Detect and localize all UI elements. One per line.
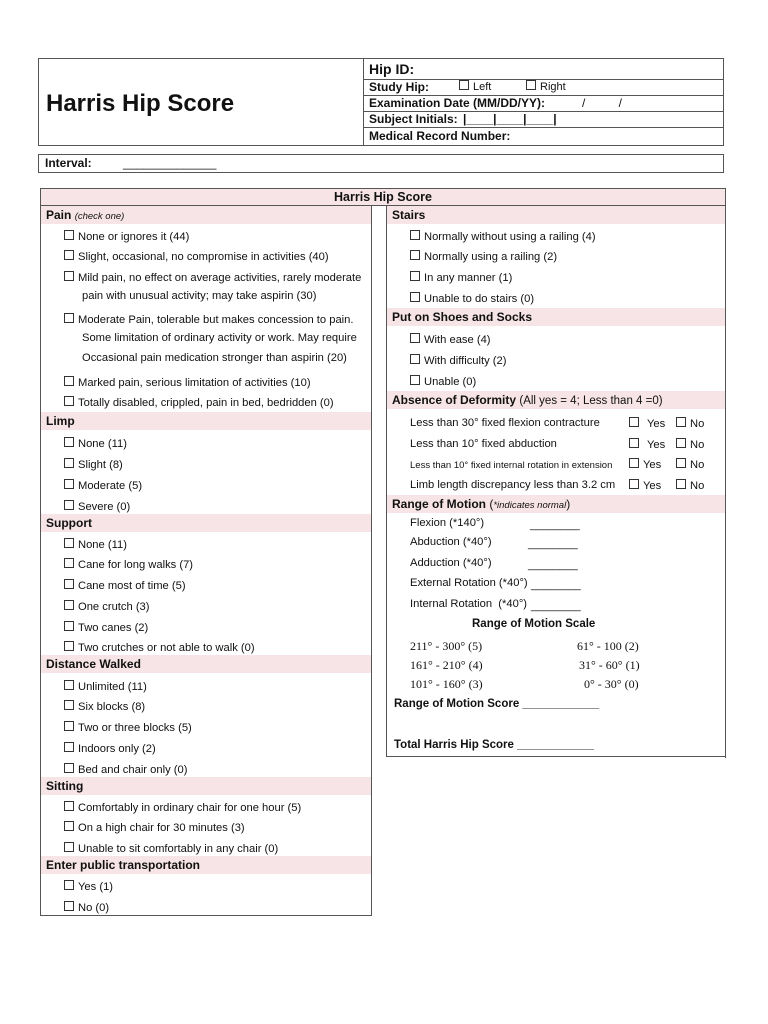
- option-label: None (11): [78, 438, 127, 450]
- option-label: Unable to sit comfortably in any chair (0): [78, 843, 279, 855]
- limp-option-slight[interactable]: [64, 458, 123, 471]
- right-checkbox[interactable]: [526, 80, 536, 90]
- rom-internal-rotation-field[interactable]: ________: [531, 600, 581, 612]
- pain-section-header: [41, 206, 371, 224]
- option-label: Comfortably in ordinary chair for one hour (5): [78, 802, 302, 814]
- checkbox[interactable]: [64, 842, 74, 852]
- checkbox[interactable]: [64, 538, 74, 548]
- checkbox[interactable]: [676, 417, 686, 427]
- deformity-rotation-label: Less than 10° fixed internal rotation in extension: [410, 460, 613, 471]
- option-label: Two or three blocks (5): [78, 722, 192, 734]
- checkbox[interactable]: [64, 313, 74, 323]
- option-label: One crutch (3): [78, 601, 150, 613]
- pain-option-moderate-cont1: Some limitation of ordinary activity or work. May require: [82, 332, 357, 344]
- support-option-two-crutches[interactable]: [64, 641, 255, 654]
- shoes-option-ease[interactable]: [410, 333, 491, 346]
- subject-initials-row: [364, 112, 723, 128]
- stairs-option-unable[interactable]: [410, 292, 534, 305]
- sitting-label: Sitting: [46, 779, 84, 793]
- rom-internal-rotation-label: Internal Rotation (*40°): [410, 598, 528, 610]
- deformity-rotation-yes[interactable]: [629, 458, 661, 471]
- transport-option-yes[interactable]: [64, 880, 113, 893]
- deformity-flexion-label: Less than 30° fixed flexion contracture: [410, 417, 600, 429]
- rom-adduction-field[interactable]: ________: [528, 559, 578, 571]
- option-label: Unlimited (11): [78, 681, 147, 693]
- header-fields: [364, 59, 723, 145]
- distance-option-bed-chair[interactable]: [64, 763, 187, 776]
- checkbox[interactable]: [64, 641, 74, 651]
- pain-option-moderate-cont2: Occasional pain medication stronger than aspirin (20): [82, 352, 347, 364]
- pain-option-none[interactable]: [64, 230, 189, 243]
- checkbox[interactable]: [64, 271, 74, 281]
- deformity-abduction-yes[interactable]: [629, 438, 665, 451]
- checkbox[interactable]: [64, 821, 74, 831]
- rom-scale-row-1: 31° - 60° (1): [579, 658, 640, 672]
- deformity-label: Absence of Deformity: [392, 393, 517, 407]
- checkbox[interactable]: [629, 417, 639, 427]
- pain-label: Pain: [46, 208, 72, 222]
- option-label: Unable (0): [424, 376, 477, 388]
- yes-label: Yes: [643, 480, 662, 492]
- checkbox[interactable]: [629, 479, 639, 489]
- checkbox[interactable]: [64, 437, 74, 447]
- exam-date-field[interactable]: / /: [582, 96, 623, 110]
- checkbox[interactable]: [64, 901, 74, 911]
- stairs-option-any-manner[interactable]: [410, 271, 512, 284]
- deformity-flexion-no[interactable]: [676, 417, 704, 430]
- pain-option-marked[interactable]: [64, 376, 311, 389]
- deformity-abduction-no[interactable]: [676, 438, 704, 451]
- subject-initials-field[interactable]: |____|____|____|: [463, 112, 557, 126]
- support-option-cane-most[interactable]: [64, 579, 186, 592]
- yes-label: Yes: [643, 459, 662, 471]
- rom-flexion-label: Flexion (*140°): [410, 517, 485, 529]
- support-option-one-crutch[interactable]: [64, 600, 150, 613]
- option-label: With ease (4): [424, 334, 491, 346]
- checkbox[interactable]: [64, 396, 74, 406]
- deformity-abduction-label: Less than 10° fixed abduction: [410, 438, 557, 450]
- deformity-section-header: [387, 391, 725, 409]
- option-label: Normally using a railing (2): [424, 251, 558, 263]
- sitting-option-unable[interactable]: [64, 842, 278, 855]
- pain-hint: (check one): [74, 211, 125, 222]
- option-label: Bed and chair only (0): [78, 764, 188, 776]
- checkbox[interactable]: [410, 333, 420, 343]
- checkbox[interactable]: [64, 458, 74, 468]
- checkbox[interactable]: [64, 579, 74, 589]
- checkbox[interactable]: [64, 721, 74, 731]
- rom-scale-row-5: 211° - 300° (5): [410, 639, 483, 653]
- support-option-two-canes[interactable]: [64, 621, 148, 634]
- option-label: Indoors only (2): [78, 743, 156, 755]
- mrn-row: [364, 128, 723, 145]
- limp-label: Limp: [46, 414, 75, 428]
- checkbox[interactable]: [676, 479, 686, 489]
- distance-section-header: [41, 655, 371, 673]
- checkbox[interactable]: [64, 763, 74, 773]
- rom-external-rotation-field[interactable]: ________: [531, 579, 581, 591]
- checkbox[interactable]: [629, 458, 639, 468]
- no-label: No: [690, 418, 705, 430]
- option-label: Two crutches or not able to walk (0): [78, 642, 255, 654]
- rom-scale-row-3: 101° - 160° (3): [410, 677, 483, 691]
- no-label: No: [690, 439, 705, 451]
- rom-label: Range of Motion: [392, 497, 486, 511]
- distance-label: Distance Walked: [46, 657, 141, 671]
- checkbox[interactable]: [64, 621, 74, 631]
- checkbox[interactable]: [676, 458, 686, 468]
- rom-scale-row-0: 0° - 30° (0): [584, 677, 639, 691]
- checkbox[interactable]: [410, 354, 420, 364]
- sitting-option-high-chair[interactable]: [64, 821, 245, 834]
- checkbox[interactable]: [64, 250, 74, 260]
- no-label: No: [690, 480, 705, 492]
- deformity-hint: (All yes = 4; Less than 4 =0): [519, 395, 663, 407]
- rom-abduction-field[interactable]: ________: [528, 538, 578, 550]
- rom-scale-title: Range of Motion Scale: [472, 618, 596, 630]
- rom-paren-close: ): [566, 497, 571, 511]
- rom-paren-open: (: [489, 497, 494, 511]
- stairs-option-without-railing[interactable]: [410, 230, 596, 243]
- limp-section-header: [41, 412, 371, 430]
- form-title: Harris Hip Score: [46, 90, 235, 117]
- limp-option-severe[interactable]: [64, 500, 130, 513]
- rom-scale-row-4: 161° - 210° (4): [410, 658, 483, 672]
- left-checkbox[interactable]: [459, 80, 469, 90]
- checkbox[interactable]: [410, 250, 420, 260]
- limp-option-moderate[interactable]: [64, 479, 142, 492]
- rom-scale-row-2: 61° - 100 (2): [577, 639, 639, 653]
- total-score-field[interactable]: Total Harris Hip Score ____________: [394, 739, 594, 751]
- transport-option-no[interactable]: [64, 901, 109, 914]
- stairs-label: Stairs: [392, 208, 426, 222]
- transport-label: Enter public transportation: [46, 858, 201, 872]
- option-label: No (0): [78, 902, 110, 914]
- transport-section-header: [41, 856, 371, 874]
- option-label: None or ignores it (44): [78, 231, 190, 243]
- rom-adduction-label: Adduction (*40°): [410, 557, 492, 569]
- support-label: Support: [46, 516, 92, 530]
- yes-label: Yes: [647, 418, 666, 430]
- option-label: Marked pain, serious limitation of activities (10): [78, 377, 311, 389]
- checkbox[interactable]: [64, 700, 74, 710]
- option-label: Mild pain, no effect on average activities, rarely moderate: [78, 272, 362, 284]
- deformity-limb-no[interactable]: [676, 479, 704, 492]
- subject-initials-label: Subject Initials:: [369, 112, 458, 126]
- rom-flexion-field[interactable]: ________: [530, 519, 580, 531]
- interval-box: [38, 154, 724, 173]
- shoes-option-unable[interactable]: [410, 375, 476, 388]
- option-label: Totally disabled, crippled, pain in bed, bedridden (0): [78, 397, 334, 409]
- checkbox[interactable]: [64, 479, 74, 489]
- checkbox[interactable]: [64, 376, 74, 386]
- support-option-none[interactable]: [64, 538, 127, 551]
- option-label: Normally without using a railing (4): [424, 231, 596, 243]
- rom-external-rotation-label: External Rotation (*40°): [410, 577, 528, 589]
- checkbox[interactable]: [410, 292, 420, 302]
- header-box: [38, 58, 724, 146]
- distance-option-indoors[interactable]: [64, 742, 156, 755]
- hip-id-row: [364, 59, 723, 80]
- checkbox[interactable]: [676, 438, 686, 448]
- study-hip-left-option[interactable]: [459, 80, 491, 95]
- exam-date-label: Examination Date (MM/DD/YY):: [369, 96, 546, 110]
- option-label: On a high chair for 30 minutes (3): [78, 822, 245, 834]
- option-label: Cane most of time (5): [78, 580, 186, 592]
- interval-field[interactable]: ______________: [123, 156, 217, 170]
- checkbox[interactable]: [64, 600, 74, 610]
- support-section-header: [41, 514, 371, 532]
- deformity-limb-length-label: Limb length discrepancy less than 3.2 cm: [410, 479, 616, 491]
- limp-option-none[interactable]: [64, 437, 127, 450]
- option-label: Unable to do stairs (0): [424, 293, 535, 305]
- no-label: No: [690, 459, 705, 471]
- option-label: Severe (0): [78, 501, 131, 513]
- support-option-cane-long[interactable]: [64, 558, 193, 571]
- checkbox[interactable]: [629, 438, 639, 448]
- option-label: Moderate Pain, tolerable but makes concession to pain.: [78, 314, 354, 326]
- rom-hint: *indicates normal: [493, 500, 567, 511]
- pain-option-mild-cont: pain with unusual activity; may take aspirin (30): [82, 290, 317, 302]
- checkbox[interactable]: [64, 500, 74, 510]
- rom-section-header: [387, 495, 725, 513]
- form-title-bar: [41, 189, 725, 206]
- option-label: In any manner (1): [424, 272, 513, 284]
- option-label: With difficulty (2): [424, 355, 507, 367]
- yes-label: Yes: [647, 439, 666, 451]
- checkbox[interactable]: [64, 230, 74, 240]
- study-hip-label: Study Hip:: [369, 80, 429, 94]
- hip-id-label: Hip ID:: [369, 61, 415, 77]
- checkbox[interactable]: [410, 230, 420, 240]
- right-gap-cover: [373, 207, 385, 758]
- left-label: Left: [473, 81, 492, 93]
- checkbox[interactable]: [64, 880, 74, 890]
- distance-option-two-three-blocks[interactable]: [64, 721, 192, 734]
- bottom-cover: [387, 758, 727, 763]
- option-label: Cane for long walks (7): [78, 559, 194, 571]
- checkbox[interactable]: [64, 680, 74, 690]
- study-hip-row: [364, 80, 723, 96]
- study-hip-right-option[interactable]: [526, 80, 566, 95]
- exam-date-row: [364, 96, 723, 112]
- mrn-label: Medical Record Number:: [369, 129, 511, 143]
- shoes-section-header: [387, 308, 725, 326]
- checkbox[interactable]: [64, 558, 74, 568]
- sitting-option-ordinary[interactable]: [64, 801, 301, 814]
- stairs-section-header: [387, 206, 725, 224]
- option-label: None (11): [78, 539, 127, 551]
- pain-option-disabled[interactable]: [64, 396, 334, 409]
- option-label: Slight (8): [78, 459, 123, 471]
- option-label: Slight, occasional, no compromise in activities (40): [78, 251, 329, 263]
- rom-score-field[interactable]: Range of Motion Score ____________: [394, 698, 600, 710]
- checkbox[interactable]: [64, 801, 74, 811]
- right-label: Right: [540, 81, 566, 93]
- checkbox[interactable]: [410, 375, 420, 385]
- deformity-flexion-yes[interactable]: [629, 417, 665, 430]
- pain-option-slight[interactable]: [64, 250, 329, 263]
- pain-option-moderate[interactable]: [64, 313, 354, 326]
- distance-option-unlimited[interactable]: [64, 680, 147, 693]
- rom-abduction-label: Abduction (*40°): [410, 536, 492, 548]
- distance-option-six-blocks[interactable]: [64, 700, 145, 713]
- option-label: Six blocks (8): [78, 701, 146, 713]
- interval-label: Interval:: [45, 156, 92, 170]
- stairs-option-with-railing[interactable]: [410, 250, 557, 263]
- checkbox[interactable]: [64, 742, 74, 752]
- option-label: Two canes (2): [78, 622, 149, 634]
- option-label: Yes (1): [78, 881, 114, 893]
- form-table-title: Harris Hip Score: [334, 190, 432, 204]
- checkbox[interactable]: [410, 271, 420, 281]
- shoes-label: Put on Shoes and Socks: [392, 310, 533, 324]
- deformity-rotation-no[interactable]: [676, 458, 704, 471]
- deformity-limb-yes[interactable]: [629, 479, 661, 492]
- sitting-section-header: [41, 777, 371, 795]
- option-label: Moderate (5): [78, 480, 143, 492]
- pain-option-mild[interactable]: [64, 271, 361, 284]
- shoes-option-difficulty[interactable]: [410, 354, 506, 367]
